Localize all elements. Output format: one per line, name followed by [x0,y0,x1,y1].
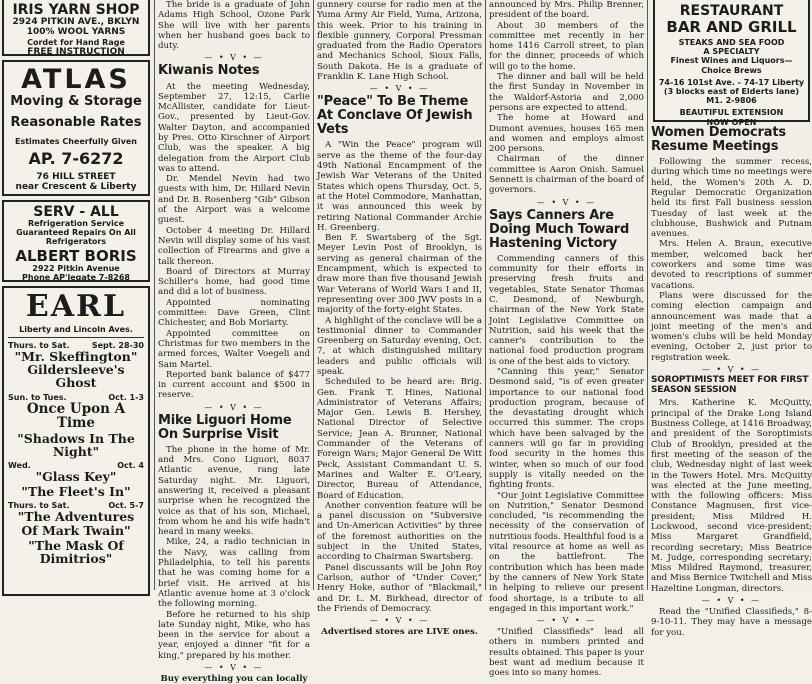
earl-show [8,393,144,430]
earl-address: Liberty and Lincoln Aves. [19,325,133,334]
restaurant-l7: 74-16 101st Ave. - 74-17 Liberty [658,77,805,87]
restaurant-l1: RESTAURANT [679,3,784,19]
iris-line1: 100% WOOL YARNS [26,27,126,38]
canners-article: Commending canners of this community for their efforts in preserving fresh fruits and vegetables, State Senator Thomas C. Desmond, of Newburgh, chairman of the New York State Joint Legislative Committee on Nutrition, said his week that the canner's contribution to the national food production program is one of the best aids to victory. "Canning this year," Senator Desmond said, "is of even greater importance to our national food production program, because of the devastating drought which occurred this summer. The crops which have been salvaged by the canners will go far in providing food security in the homes this winter, when so much of our food supply is vitally needed on the fighting fronts. "Our Joint Legislative Committee on Nutrition," Senator Desmond concluded, "is recommending the necessity of the conservation of nutritious foods. Healthful food is a vital resource at home as well as on the battlefront. The contribution which has been made by the canners of New York State in helping to relieve our present food shortage, is a tribute to all engaged in this important work." [489,253,644,614]
serv-owner: ALBERT BORIS [15,246,137,265]
kiwanis-article: At the meeting Wednesday, September 27, 12:15, Carlie McAllister, candidate for Lieut-Gov., presented by Lieut-Gov. Walter Dayton, and accompanied by Pres. Otto Kirschner of Airport Club, was the speaker. A big delegation from the Airport Club was to attend. Dr. Mendel Nevin had two guests with him, Dr. Hillard Nevin and Dr. B. Rosenberg "Gib" Gibson of the Airport was a welcome guest. October 4 meeting Dr. Hillard Nevin will display some of his vast collection of Firearms and give a talk thereon. Board of Directors at Murray Schiller's home, had good time and did a lot of business. Appointed nominating committee: Dave Green, Clint Chichester, and Bob Moriarty. Appointed committee on Christmas for two members in the armed forces, Walter Voegeli and Sam Martel. Reported bank balance of $477 in current account and $500 in reserve. [158,81,310,401]
restaurant-l4: A SPECIALTY [703,47,760,57]
divider: — • V • — [369,84,430,94]
iris-yarn-ad [2,0,150,56]
ads-column [0,0,152,590]
show-title: "Glass Key" [35,469,117,485]
show-title: "Mr. Skeffington" [14,349,138,365]
show-title: "The Fleet's In" [21,484,131,500]
women-article: Following the summer recess, during which time no meetings were held, the Women's 20th A. D. Regular Democratic Organization held its first Fall business session Tuesday of last week at the clubhouse, Bushwick and Putnam avenues. Mrs. Helen A. Braun, executive member, welcomed back her coworkers and some time was devoted to rescriptions of summer vacations. Plans were discussed for the coming election campaign and announcement was made that a joint meeting of the men's and women's clubs will be held Monday evening, October 2, just prior to registration week. [651,157,812,363]
veterans-article: A "Win the Peace" program will serve as the theme of the four-day 49th National Encampment of the Jewish War Veterans of the United States which opens Thursday, Oct. 5, at the Hotel Commodore, Manhattan, it was announced this week by retiring National Commander Archie H. Greenberg. Ben F. Swartsberg of the Sgt. Meyer Levin Post of Brooklyn, is serving as general chairman of the Encampment, which is expected to draw more than five thousand Jewish War Veterans of World Wars I and II, representing over 300 JWV posts in a majority of the forty-eight States. A highlight of the conclave will be a testimonial dinner to Commander Greenberg on Saturday evening, Oct. 7, at which distinguished military leaders and public officials will speak. Scheduled to be heard are: Brig. Gen. Frank T. Hines, National Administrator of Veterans Affairs; Major Gen. Lewis B. Hershey, National Director of Selective Service; Jean A. Brunner, National Commander of the Veterans of Foreign Wars; Major General De Witt Peck, Assistant Commandant U. S. Marines and Walter E. O'Leary, Director, Bureau of Attendance, Board of Education. Another convention feature will be a panel discussion on "Subversive and Un-American Activities" by three of the foremost authorities on the subject in the United States, according to Chairman Swartsberg. Panel discussants will be John Roy Carlson, author of "Under Cover," Henry Hoke, author of "Blackmail," and Dr. L. M. Birkhead, director of the Friends of Democracy. [317,140,482,614]
divider: — • V • — [701,365,762,374]
canners-headline: Says Canners Are Doing Much Toward Hastening Victory [489,207,630,251]
atlas-cross: near Crescent & Liberty [15,182,137,193]
show-title: Gildersleeve's Ghost [27,362,125,391]
show-title: "The Mask Of Dimitrios" [28,537,124,566]
show-day: Wed. [8,461,31,471]
home-text: announced by Mrs. Philip Brenner, president of the board. About 30 members of the committee met recently in her home 1416 Carroll street, to plan for the dinner, proceeds of which will go to the home. The dinner and ball will be held the first Sunday in November in the Waldorf-Astoria and 2,000 persons are expected to attend. The home at Howard and Dumont avenues, houses 165 men and women and employs almost 200 persons. Chairman of the dinner committee is Aaron Onish. Samuel Sennett is chairman of the board of governors. [489,0,644,196]
show-day: Thurs. to Sat. [8,341,70,351]
restaurant-ad [653,0,810,127]
atlas-ad [2,60,150,196]
show-date: Oct. 5-7 [108,501,144,511]
serv-line2: Guaranteed Repairs On All [16,228,136,238]
earl-show [8,461,144,483]
atlas-line2: Reasonable Rates [10,114,142,130]
atlas-line3: Estimates Cheerfully Given [15,136,137,146]
earl-show [8,363,144,389]
atlas-address: 76 HILL STREET [36,172,116,183]
soroptimists-headline: SOROPTIMISTS MEET FOR FIRST SEASON SESSION [651,375,809,395]
divider: — • V • — [204,663,264,673]
restaurant-l11: NOW OPEN [706,117,757,127]
serv-line3: Refrigerators [45,237,107,247]
divider: — • V • — [536,616,597,626]
iris-line3: FREE INSTRUCTION [27,46,125,57]
soroptimists-article: Mrs. Katherine K. McQuitty, principal of the Drake Long Island Business College, at 1416 Broadway, and president of the Soroptimists Club of Brooklyn, presided at the first meeting of the season of the club, Wednesday night of last week in the Towers Hotel. Mrs. McQuitty was elected at the June meeting, with the following officers: Miss Constance Magnusen, first vice-president; Miss Mildred H. Lockwood, second vice-president; Miss Margaret Grandfield, recording secretary; Miss Beatrice M. Judge, corresponding secretary; Miss Mildred Raymond, treasurer, and Miss Bernice Twitchell and Miss Hazeltine Longman, directors. [651,398,812,594]
divider: — • V • — [204,53,264,63]
iris-line2: Cordet for Hand Rage [27,37,125,47]
show-date: Sept. 28-30 [91,341,144,351]
liguori-article: The phone in the home of Mr. and Mrs. Cono Liguori, 8037 Atlantic avenue, rang late Saturday night. Mr. Liguori, answering it, received a pleasant surprise when he recognized the voice as that of his son, Michael, from whom he and his wife hadn't heard in many weeks. Mike, 24, a radio technician in the Navy, was calling from Philadelphia, to tell his parents that he was coming home for a brief visit. He arrived at his Atlantic avenue home at 3 o'clock the following morning. Before he returned to his ship late Sunday night, Mike, who has been in the service for about a year, enjoyed a dinner "fit for a king," prepared by his mother. [158,444,310,661]
atlas-line1: Moving & Storage [10,94,142,109]
women-column [651,0,812,638]
column-rule [647,0,648,590]
veterans-column [317,0,482,638]
divider: — • V • — [536,197,597,207]
divider: — • V • — [701,596,762,606]
column-rule [485,0,486,590]
show-day: Sun. to Tues. [8,392,67,402]
show-date: Oct. 1-3 [108,392,144,402]
show-title: "Shadows In The Night" [17,430,135,460]
col5-footer: Read the "Unified Classifieds," 8-9-10-11. They may have a message for you. [651,607,812,638]
earl-divider [8,337,144,338]
earl-show [8,341,144,363]
kiwanis-column [158,0,310,684]
restaurant-l9: M1. 2-9806 [706,96,757,106]
serv-address: 2922 Pitkin Avenue [32,263,120,273]
canners-column [489,0,644,679]
earl-show [8,539,144,565]
divider: — • V • — [369,616,430,626]
column-rule [313,0,314,590]
atlas-phone: AP. 7-6272 [28,149,124,169]
col3-footer: Advertised stores are LIVE ones. [321,627,478,638]
earl-theater-ad [2,286,150,596]
women-headline: Women Democrats Resume Meetings [651,125,786,155]
atlas-name: ATLAS [21,64,131,95]
earl-name: EARL [25,289,127,324]
liguori-headline: Mike Liguori Home On Surprise Visit [158,412,292,442]
show-day: Thurs. to Sat. [8,501,70,511]
restaurant-l3: STEAKS AND SEA FOOD [678,38,785,47]
restaurant-l10: BEAUTIFUL EXTENSION [679,108,784,118]
restaurant-l2: BAR AND GRILL [666,18,797,36]
earl-show [8,485,144,498]
serv-all-ad [2,200,150,282]
restaurant-l5: Finest Wines and Liquors— [670,56,793,66]
pressman-text: gunnery course for radio men at the Yuma Army Air Field, Yuma, Arizona, this week. Prior to his training in flexible gunnery, Corporal Pressman graduated from the Radio Operators and Mechanics School, Sioux Falls, South Dakota. He is a graduate of Franklin K. Lane High School. [317,0,482,83]
veterans-headline: "Peace" To Be Theme At Conclave Of Jewish Vets [317,94,473,138]
earl-show-list [8,341,144,565]
earl-show [8,501,144,536]
classifieds-note: "Unified Classifieds" lead all others in numbers printed and results obtained. This paper is your best want ad medium because it goes into so many homes. [489,627,644,679]
serv-line1: Refrigeration Service [27,219,125,228]
column-rule [154,0,155,590]
kiwanis-headline: Kiwanis Notes [158,63,260,79]
show-title: "The Adventures Of Mark Twain" [17,509,135,538]
bride-text: The bride is a graduate of John Adams High School, Ozone Park She will live with her parents when her husband goes back to duty. [158,0,310,52]
iris-address: 2924 PITKIN AVE., BKLYN [12,17,140,27]
show-title: Once Upon A Time [26,400,126,431]
show-date: Oct. 4 [117,461,144,471]
restaurant-l8: (3 blocks east of Elderts lane) [663,86,800,96]
divider: — • V • — [204,402,264,412]
iris-name: IRIS YARN SHOP [12,2,140,18]
restaurant-l6: Choice Brews [701,65,762,75]
serv-phone: Phone AP'legate 7-8268 [22,272,130,282]
earl-show [8,432,144,458]
serv-name: SERV - ALL [33,204,119,220]
col2-footer: Buy everything you can locally [160,674,308,684]
